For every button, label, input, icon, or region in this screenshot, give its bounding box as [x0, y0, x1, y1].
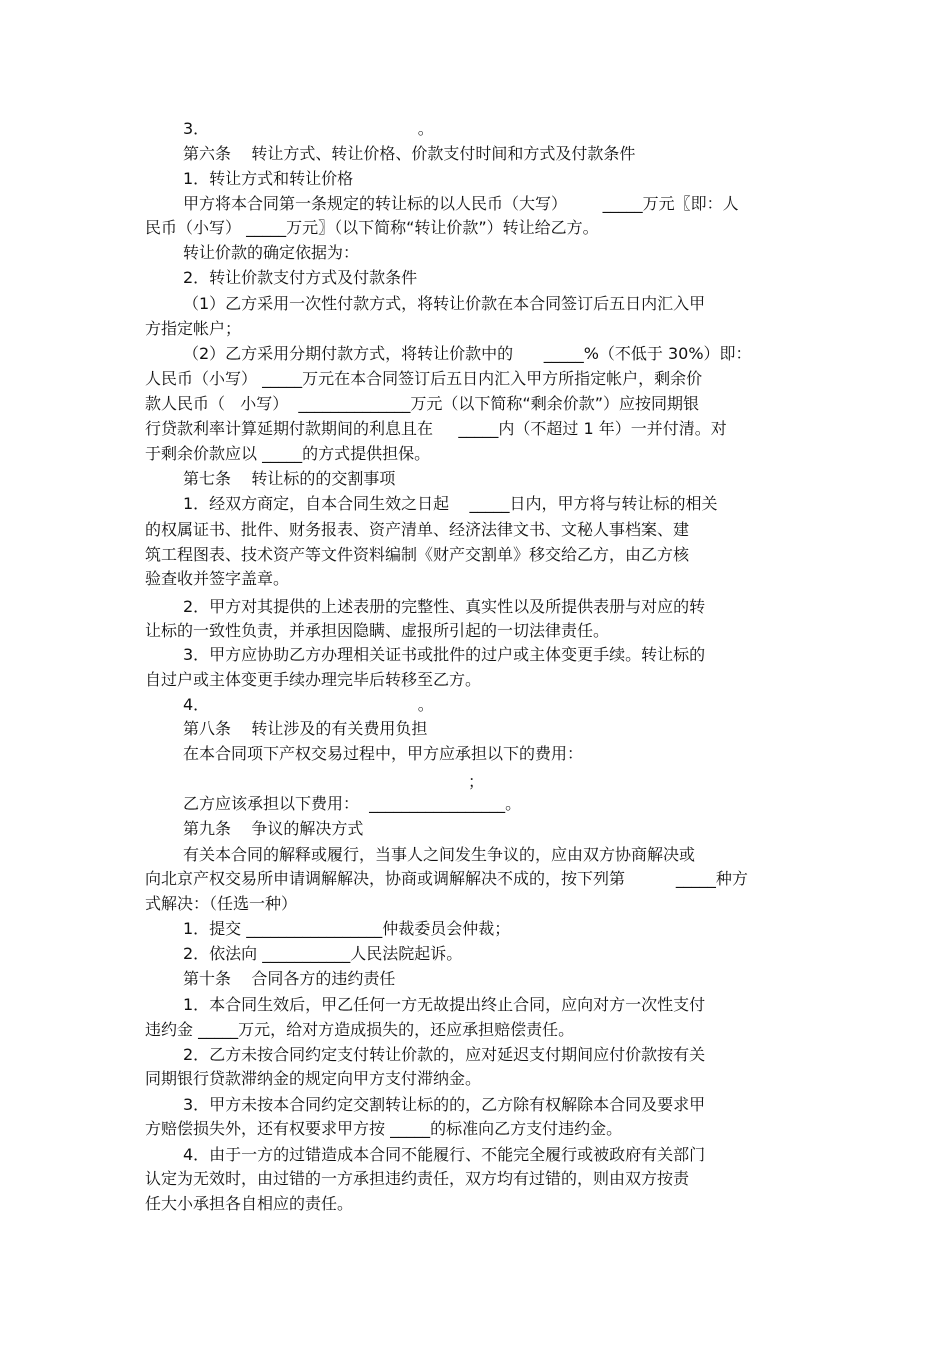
text-line: 任大小承担各自相应的责任。	[145, 1194, 354, 1213]
text-line: 4．由于一方的过错造成本合同不能履行、不能完全履行或被政府有关部门	[183, 1145, 706, 1164]
text-line: 同期银行贷款滞纳金的规定向甲方支付滞纳金。	[145, 1069, 482, 1088]
text-line: 1．经双方商定，自本合同生效之日起 _____日内，甲方将与转让标的相关	[183, 494, 718, 513]
text-line: （2）乙方采用分期付款方式，将转让价款中的 _____%（不低于 30%）即：	[183, 344, 752, 363]
article-9-heading: 第九条 争议的解决方式	[183, 819, 364, 838]
text-line: 乙方应该承担以下费用： _________________。	[183, 794, 522, 813]
article-8-heading: 第八条 转让涉及的有关费用负担	[183, 719, 428, 738]
article-10-heading: 第十条 合同各方的违约责任	[183, 969, 396, 988]
text-line: 甲方将本合同第一条规定的转让标的以人民币（大写） _____万元〖即：人	[183, 194, 739, 213]
text-line: 款人民币（ 小写） ______________万元（以下简称“剩余价款”）应按同期银	[145, 394, 700, 413]
text-line: 1．本合同生效后，甲乙任何一方无故提出终止合同，应向对方一次性支付	[183, 995, 706, 1014]
article-7-heading: 第七条 转让标的的交割事项	[183, 469, 396, 488]
text-line: 让标的一致性负责，并承担因隐瞒、虚报所引起的一切法律责任。	[145, 621, 610, 640]
text-line: 认定为无效时，由过错的一方承担违约责任，双方均有过错的，则由双方按责	[145, 1169, 690, 1188]
text-line: 的权属证书、批件、财务报表、资产清单、经济法律文书、文秘人事档案、建	[145, 520, 690, 539]
clause-7-item-4: 4． 。	[183, 695, 434, 714]
text-line: 1．提交 _________________仲裁委员会仲裁；	[183, 919, 511, 938]
clause-5-item-3: 3． 。	[183, 119, 434, 138]
text-line: 人民币（小写） _____万元在本合同签订后五日内汇入甲方所指定帐户，剩余价	[145, 369, 703, 388]
text-line: 违约金 _____万元，给对方造成损失的，还应承担赔偿责任。	[145, 1020, 575, 1039]
article-6-subheading-2: 2．转让价款支付方式及付款条件	[183, 268, 418, 287]
text-line: ；	[468, 772, 485, 791]
text-line: 行贷款利率计算延期付款期间的利息且在 _____内（不超过 1 年）一并付清。对	[145, 419, 727, 438]
text-line: 式解决：（任选一种）	[145, 894, 298, 913]
text-line: 2．依法向 ___________人民法院起诉。	[183, 944, 463, 963]
text-line: 2．甲方对其提供的上述表册的完整性、真实性以及所提供表册与对应的转	[183, 597, 706, 616]
text-line: （1）乙方采用一次性付款方式，将转让价款在本合同签订后五日内汇入甲	[183, 294, 706, 313]
text-line: 方赔偿损失外，还有权要求甲方按 _____的标准向乙方支付违约金。	[145, 1119, 623, 1138]
text-line: 在本合同项下产权交易过程中，甲方应承担以下的费用：	[183, 744, 584, 763]
text-line: 2．乙方未按合同约定支付转让价款的，应对延迟支付期间应付价款按有关	[183, 1045, 706, 1064]
text-line: 有关本合同的解释或履行，当事人之间发生争议的，应由双方协商解决或	[183, 845, 696, 864]
text-line: 方指定帐户；	[145, 319, 242, 338]
text-line: 筑工程图表、技术资产等文件资料编制《财产交割单》移交给乙方，由乙方核	[145, 545, 690, 564]
article-6-heading: 第六条 转让方式、转让价格、价款支付时间和方式及付款条件	[183, 144, 636, 163]
text-line: 民币（小写） _____万元〗（以下简称“转让价款”）转让给乙方。	[145, 218, 599, 237]
article-6-subheading-1: 1．转让方式和转让价格	[183, 169, 354, 188]
text-line: 转让价款的确定依据为：	[183, 243, 360, 262]
text-line: 于剩余价款应以 _____的方式提供担保。	[145, 444, 431, 463]
text-line: 自过户或主体变更手续办理完毕后转移至乙方。	[145, 670, 482, 689]
text-line: 向北京产权交易所申请调解解决，协商或调解解决不成的，按下列第 _____种方	[145, 869, 748, 888]
text-line: 3．甲方未按本合同约定交割转让标的的，乙方除有权解除本合同及要求甲	[183, 1095, 706, 1114]
text-line: 验查收并签字盖章。	[145, 569, 290, 588]
text-line: 3．甲方应协助乙方办理相关证书或批件的过户或主体变更手续。转让标的	[183, 645, 706, 664]
